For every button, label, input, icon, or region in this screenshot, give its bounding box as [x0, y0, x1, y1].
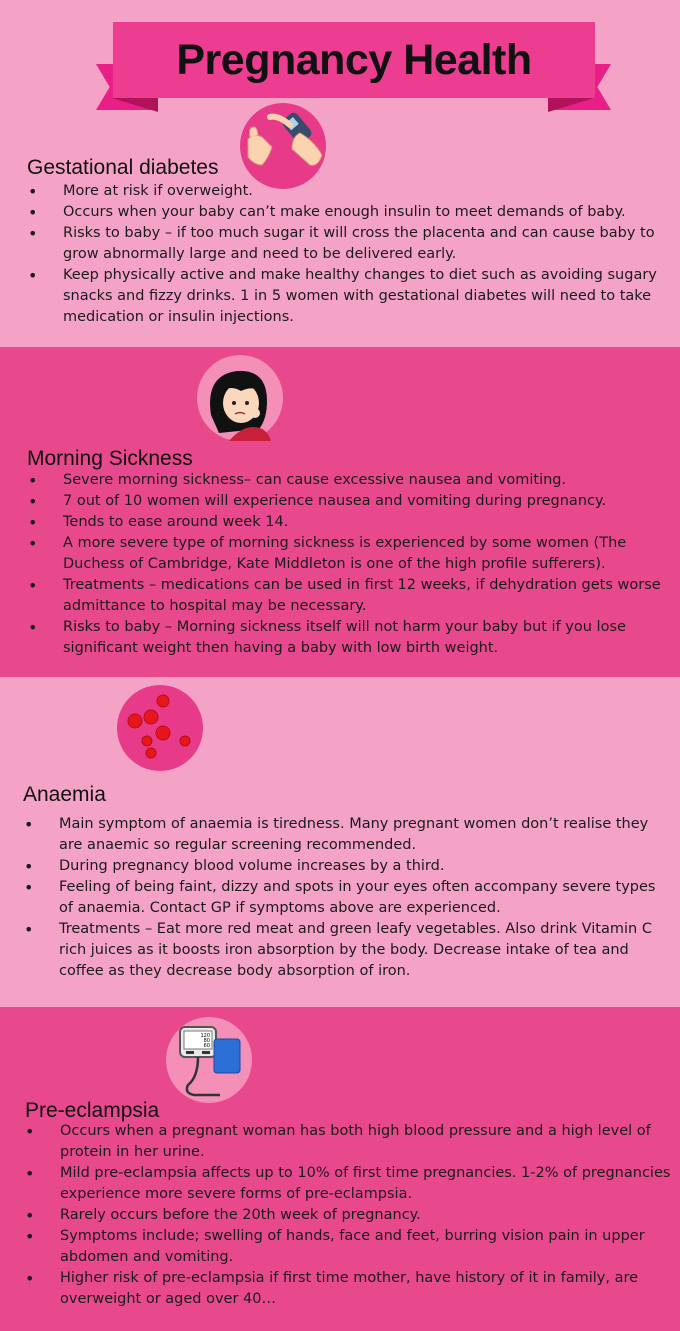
section-heading: Anaemia: [23, 783, 106, 806]
section-pre-eclampsia: [0, 1007, 680, 1331]
bullet-list: [24, 814, 674, 982]
blood-cells-icon: [117, 685, 203, 771]
list-item: • Risks to baby – if too much sugar it will cross the placenta and can cause baby to grow abnormally large and need to be delivered early.: [28, 223, 668, 265]
banner-ribbon: [113, 22, 595, 98]
list-item: • Keep physically active and make healthy changes to diet such as avoiding sugary snacks and fizzy drinks. 1 in 5 women with gestational diabetes will need to take medication or insulin injections.: [28, 265, 668, 328]
list-item: • During pregnancy blood volume increases by a third.: [24, 856, 674, 877]
list-item: • A more severe type of morning sickness is experienced by some women (The Duchess of Cambridge, Kate Middleton is one of the high profile sufferers).: [28, 533, 668, 575]
section-heading: Pre-eclampsia: [25, 1099, 160, 1122]
bullet-list: [25, 1121, 675, 1310]
list-item: • Main symptom of anaemia is tiredness. Many pregnant women don’t realise they are anaemic so regular screening recommended.: [24, 814, 674, 856]
list-item: • 7 out of 10 women will experience nausea and vomiting during pregnancy.: [28, 491, 668, 512]
list-item: • Tends to ease around week 14.: [28, 512, 668, 533]
list-item: • Treatments – medications can be used in first 12 weeks, if dehydration gets worse admittance to hospital may be necessary.: [28, 575, 668, 617]
list-item: • Symptoms include; swelling of hands, face and feet, burring vision pain in upper abdomen and vomiting.: [25, 1226, 675, 1268]
list-item: • Occurs when your baby can’t make enough insulin to meet demands of baby.: [28, 202, 668, 223]
section-heading: Morning Sickness: [27, 447, 193, 470]
title-banner: [0, 0, 680, 120]
page-title: Pregnancy Health: [176, 35, 532, 84]
bullet-list: [28, 470, 668, 659]
blood-pressure-monitor-icon: [166, 1017, 252, 1103]
list-item: • Treatments – Eat more red meat and green leafy vegetables. Also drink Vitamin C rich juices as it boosts iron absorption by the body. Decrease intake of tea and coffee as they decrease body absorption of iron.: [24, 919, 674, 982]
monitor-reading: 60: [203, 1043, 210, 1049]
section-gestational-diabetes: [0, 0, 680, 347]
list-item: • More at risk if overweight.: [28, 181, 668, 202]
list-item: • Mild pre-eclampsia affects up to 10% of first time pregnancies. 1-2% of pregnancies experience more severe forms of pre-eclampsia.: [25, 1163, 675, 1205]
list-item: • Risks to baby – Morning sickness itself will not harm your baby but if you lose significant weight then having a baby with low birth weight.: [28, 617, 668, 659]
monitor-reading: 80: [203, 1038, 210, 1044]
list-item: • Severe morning sickness– can cause excessive nausea and vomiting.: [28, 470, 668, 491]
list-item: • Feeling of being faint, dizzy and spots in your eyes often accompany severe types of anaemia. Contact GP if symptoms above are experienced.: [24, 877, 674, 919]
section-anaemia: [0, 677, 680, 1007]
list-item: • Occurs when a pregnant woman has both high blood pressure and a high level of protein in her urine.: [25, 1121, 675, 1163]
section-morning-sickness: [0, 347, 680, 677]
bullet-list: [28, 181, 668, 328]
section-heading: Gestational diabetes: [27, 156, 219, 179]
sick-woman-icon: [197, 355, 283, 441]
list-item: • Higher risk of pre-eclampsia if first time mother, have history of it in family, are overweight or aged over 40…: [25, 1268, 675, 1310]
glucose-meter-icon: [240, 103, 326, 189]
list-item: • Rarely occurs before the 20th week of pregnancy.: [25, 1205, 675, 1226]
monitor-reading: 120: [200, 1033, 210, 1039]
